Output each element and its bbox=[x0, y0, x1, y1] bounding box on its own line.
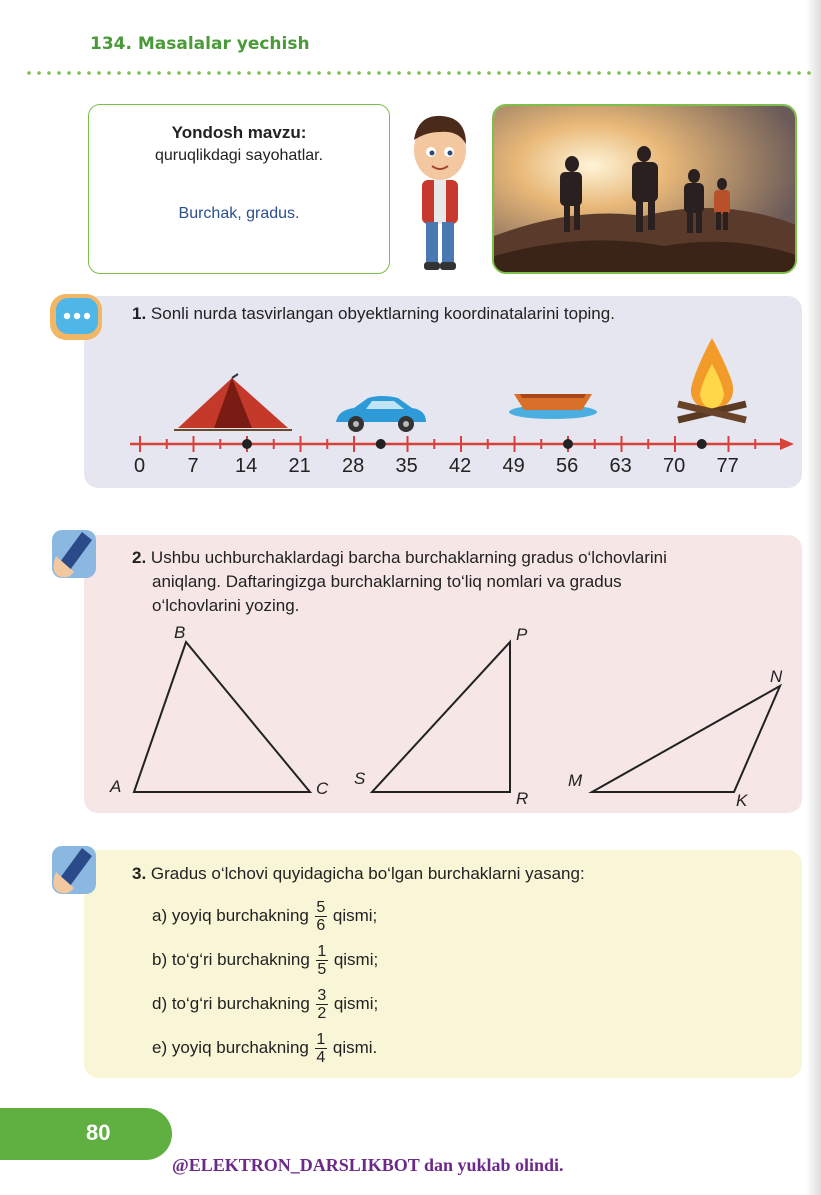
tick-label: 35 bbox=[395, 455, 418, 477]
denominator: 2 bbox=[317, 1004, 327, 1022]
topic-box bbox=[88, 104, 390, 274]
label-a: A bbox=[110, 777, 122, 796]
numerator: 1 bbox=[317, 942, 327, 960]
number-line bbox=[130, 432, 794, 456]
label-r: R bbox=[516, 789, 529, 808]
task1-number: 1. bbox=[132, 304, 147, 323]
boat-icon bbox=[508, 384, 598, 420]
label-b: B bbox=[174, 623, 186, 642]
task2-number: 2. bbox=[132, 548, 147, 567]
triangle-abc bbox=[134, 642, 310, 792]
topic-keywords: Burchak, gradus. bbox=[178, 205, 300, 222]
fraction bbox=[315, 1032, 327, 1065]
tick-label: 7 bbox=[187, 455, 199, 477]
task2-line1: Ushbu uchburchaklardagi barcha burchaklarning gradus o‘lchovlarini bbox=[150, 548, 667, 567]
dotted-divider bbox=[24, 70, 814, 76]
numerator: 1 bbox=[316, 1030, 326, 1048]
option-a-suffix: qismi; bbox=[332, 906, 378, 925]
option-b bbox=[152, 938, 378, 982]
option-e-text: e) yoyiq burchakning bbox=[152, 1038, 309, 1057]
chat-bubble-icon bbox=[48, 290, 106, 346]
option-a bbox=[152, 894, 378, 938]
option-b-text: b) to‘g‘ri burchakning bbox=[152, 950, 310, 969]
label-s: S bbox=[354, 769, 366, 788]
task3-text bbox=[132, 862, 585, 886]
task2-line3: o‘lchovlarini yozing. bbox=[152, 596, 300, 615]
option-a-text: a) yoyiq burchakning bbox=[152, 906, 309, 925]
page-number: 80 bbox=[86, 1120, 111, 1145]
triangle-spr bbox=[372, 642, 510, 792]
option-e bbox=[152, 1026, 378, 1070]
label-n: N bbox=[770, 667, 783, 686]
denominator: 5 bbox=[317, 960, 327, 978]
triangle-mnk bbox=[592, 686, 780, 792]
label-c: C bbox=[316, 779, 329, 798]
car-icon bbox=[332, 392, 428, 434]
tick-label: 28 bbox=[342, 455, 365, 477]
object-point bbox=[697, 439, 707, 449]
numerator: 3 bbox=[317, 986, 327, 1004]
tick-label: 21 bbox=[288, 455, 311, 477]
object-point bbox=[242, 439, 252, 449]
option-d bbox=[152, 982, 378, 1026]
download-credit: @ELEKTRON_DARSLIKBOT dan yuklab olindi. bbox=[172, 1155, 564, 1175]
tick-label: 14 bbox=[235, 455, 258, 477]
tick-label: 56 bbox=[556, 455, 579, 477]
topic-heading: Yondosh mavzu: bbox=[171, 123, 307, 142]
task3-options bbox=[152, 894, 378, 1070]
campfire-icon bbox=[672, 334, 752, 426]
task1-instruction: Sonli nurda tasvirlangan obyektlarning koordinatalarini toping. bbox=[150, 304, 615, 323]
triangles-figure bbox=[100, 620, 800, 820]
pencil-hand-icon bbox=[48, 842, 100, 900]
tick-label: 70 bbox=[663, 455, 686, 477]
option-e-suffix: qismi. bbox=[332, 1038, 378, 1057]
object-point bbox=[376, 439, 386, 449]
tent-icon bbox=[174, 372, 292, 432]
lesson-title: 134. Masalalar yechish bbox=[90, 34, 310, 54]
object-point bbox=[563, 439, 573, 449]
label-k: K bbox=[736, 791, 748, 810]
task1-text bbox=[132, 302, 615, 326]
tick-label: 0 bbox=[134, 455, 146, 477]
topic-subheading: quruqlikdagi sayohatlar. bbox=[154, 147, 324, 164]
boy-illustration bbox=[404, 110, 476, 272]
option-d-text: d) to‘g‘ri burchakning bbox=[152, 994, 310, 1013]
task3-instruction: Gradus o‘lchovi quyidagicha bo‘lgan burchaklarni yasang: bbox=[150, 864, 585, 883]
task2-line2: aniqlang. Daftaringizga burchaklarning to‘liq nomlari va gradus bbox=[152, 572, 622, 591]
option-d-suffix: qismi; bbox=[333, 994, 379, 1013]
page-edge-shadow bbox=[806, 0, 821, 1195]
numerator: 5 bbox=[316, 898, 326, 916]
task2-text bbox=[132, 546, 667, 618]
denominator: 4 bbox=[316, 1048, 326, 1066]
hikers-photo bbox=[492, 104, 797, 274]
pencil-hand-icon bbox=[48, 526, 100, 584]
tick-label: 49 bbox=[502, 455, 525, 477]
fraction bbox=[316, 944, 328, 977]
fraction bbox=[315, 900, 327, 933]
task3-number: 3. bbox=[132, 864, 147, 883]
label-m: M bbox=[568, 771, 583, 790]
fraction bbox=[316, 988, 328, 1021]
label-p: P bbox=[516, 625, 528, 644]
tick-label: 42 bbox=[449, 455, 472, 477]
option-b-suffix: qismi; bbox=[333, 950, 379, 969]
denominator: 6 bbox=[316, 916, 326, 934]
tick-label: 77 bbox=[716, 455, 739, 477]
tick-label: 63 bbox=[609, 455, 632, 477]
